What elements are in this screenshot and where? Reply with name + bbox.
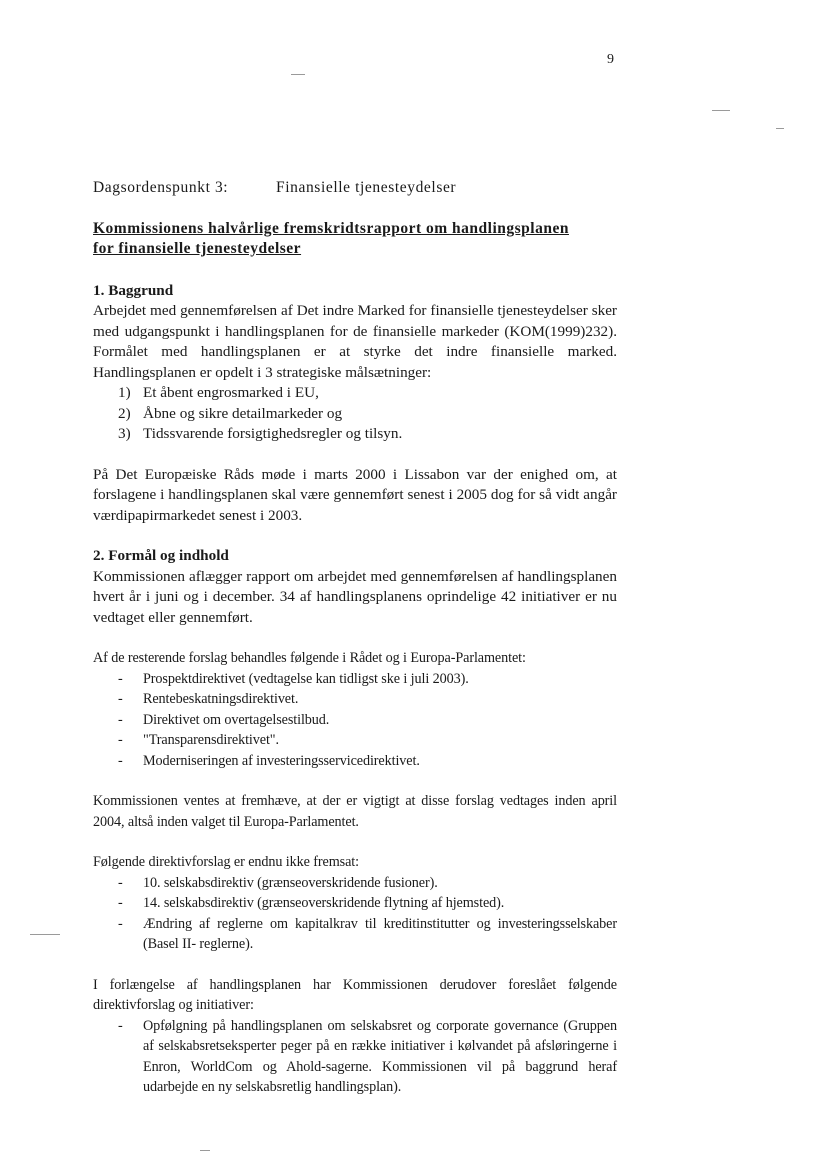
agenda-line [93,178,617,199]
list-item [118,710,617,731]
list-text: "Transparensdirektivet". [143,732,279,748]
document-body [93,178,617,1098]
section-heading-background: 1. Baggrund [93,281,174,299]
scan-mark [30,934,60,935]
dash-bullet: - [118,874,123,891]
scan-mark [776,128,784,129]
list-item [118,689,617,710]
list-text: 14. selskabsdirektiv (grænseoverskridende flytning af hjemsted). [143,895,505,911]
list-item [118,730,617,751]
goals-list [93,383,617,445]
agenda-value: Finansielle tjenesteydelser [276,179,457,196]
list-text: Rentebeskatningsdirektivet. [143,691,299,707]
dash-bullet: - [118,752,123,769]
list-text: Et åbent engrosmarked i EU, [143,384,319,401]
unsubmitted-proposals-list [93,873,617,955]
list-text: 10. selskabsdirektiv (grænseoverskridende fusioner). [143,874,438,891]
section-heading-purpose: 2. Formål og indhold [93,547,229,564]
list-item [118,1016,617,1098]
document-title [93,219,617,259]
initiatives-list [93,1016,617,1098]
title-line: Kommissionens halvårlige fremskridtsrapport om handlingsplanen [93,219,569,237]
list-item [118,914,617,955]
title-line: for finansielle tjenesteydelser [93,239,302,257]
list-number: 2) [118,404,131,422]
list-text: Direktivet om overtagelsestilbud. [143,711,330,728]
paragraph: Arbejdet med gennemførelsen af Det indre Marked for finansielle tjenesteydelser sker med udgangspunkt i handlingsplanen for de finansielle markeder (KOM(1999)232). Formålet med handlingsplanen er at styrke det indre finansielle marked. Handlingsplanen er opdelt i 3 strategiske målsætninger: [93,302,617,381]
list-item [118,669,617,690]
list-item [118,404,617,425]
dash-bullet: - [118,711,123,728]
list-text: Moderniseringen af investeringsservicedirektivet. [143,752,420,769]
paragraph: I forlængelse af handlingsplanen har Kommissionen derudover foreslået følgende direktivforslag og initiativer: [93,976,617,1013]
scan-mark [291,74,305,75]
pending-proposals-list [93,669,617,772]
list-text: Prospektdirektivet (vedtagelse kan tidligst ske i juli 2003). [143,670,469,687]
list-number: 3) [118,425,131,442]
scan-mark [712,110,730,111]
paragraph: Kommissionen ventes at fremhæve, at der er vigtigt at disse forslag vedtages inden april 2004, altså inden valget til Europa-Parlamentet. [93,793,617,830]
dash-bullet: - [118,732,123,748]
scan-mark [200,1150,210,1151]
paragraph: Kommissionen aflægger rapport om arbejdet med gennemførelsen af handlingsplanen hvert år i juni og i december. 34 af handlingsplanens oprindelige 42 initiativer er nu vedtaget eller gennemført. [93,567,617,626]
dash-bullet: - [118,895,123,911]
paragraph: Af de resterende forslag behandles følgende i Rådet og i Europa-Parlamentet: [93,650,526,666]
list-item [118,751,617,772]
dash-bullet: - [118,691,123,707]
page-number: 9 [607,52,615,67]
dash-bullet: - [118,1017,123,1034]
list-item [118,424,617,445]
dash-bullet: - [118,915,123,932]
list-item [118,893,617,914]
list-item [118,383,617,404]
list-text: Opfølgning på handlingsplanen om selskabsret og corporate governance (Gruppen af selskabsretseksperter peger på en række initiativer i kølvandet på afsløringerne i Enron, WorldCom og Ahold-sagerne. Kommissionen vil på baggrund heraf udarbejde en ny selskabsretlig handlingsplan). [143,1017,617,1095]
list-text: Ændring af reglerne om kapitalkrav til kreditinstitutter og investeringsselskaber (Basel II- reglerne). [143,915,617,952]
list-text: Åbne og sikre detailmarkeder og [143,404,343,422]
paragraph: Følgende direktivforslag er endnu ikke fremsat: [93,854,359,870]
list-number: 1) [118,384,131,401]
dash-bullet: - [118,670,123,687]
agenda-label: Dagsordenspunkt 3: [93,179,229,196]
paragraph: På Det Europæiske Råds møde i marts 2000 i Lissabon var der enighed om, at forslagene i handlingsplanen skal være gennemført senest i 2005 dog for så vidt angår værdipapirmarkedet senest i 2003. [93,465,617,524]
list-text: Tidssvarende forsigtighedsregler og tilsyn. [143,425,403,442]
list-item [118,873,617,894]
